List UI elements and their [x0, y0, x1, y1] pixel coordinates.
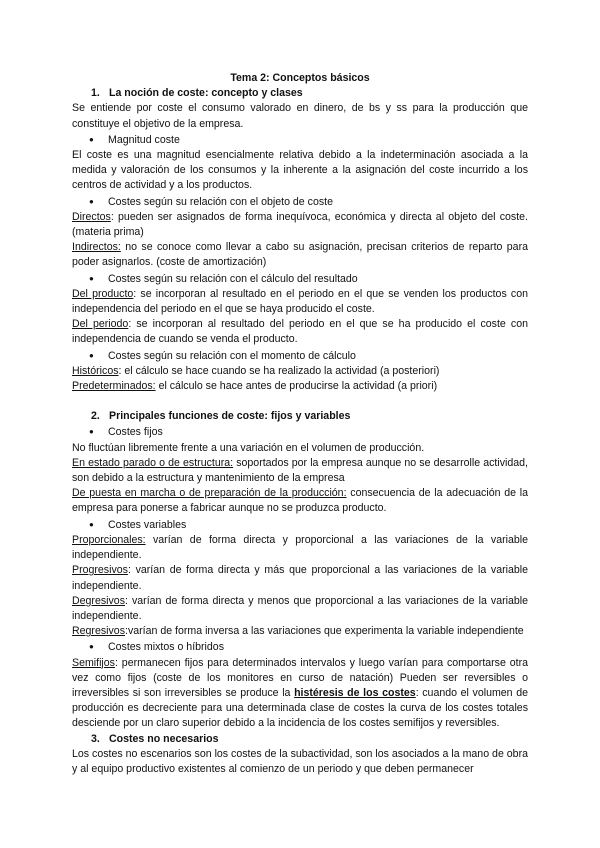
term: Históricos	[72, 364, 119, 377]
definition	[72, 379, 528, 394]
bullet-icon: ●	[89, 642, 94, 652]
term: Degresivos	[72, 594, 125, 607]
definition-text: soportados por la empresa aunque no se desarrolle actividad, son debido a la estructura y mantenimiento de la empresa	[72, 456, 528, 485]
page-title: Tema 2: Conceptos básicos	[230, 72, 370, 84]
definition-text: consecuencia de la adecuación de la empresa para ponerse a fabricar aunque no se produzca producto.	[72, 487, 528, 515]
definition-text: : varían de forma directa y más que proporcional a las variaciones de la variable independiente.	[72, 564, 528, 592]
section-3-number: 3.	[91, 732, 100, 745]
bullet-label: Costes fijos	[108, 426, 163, 439]
term: De puesta en marcha o de preparación de la producción:	[72, 487, 347, 500]
section-1-heading	[72, 86, 528, 101]
bullet-icon: ●	[89, 519, 94, 529]
definition	[72, 317, 528, 347]
section-1-number: 1.	[91, 87, 100, 100]
bullet-icon: ●	[89, 134, 94, 144]
bullet-label: Magnitud coste	[108, 133, 180, 146]
bullet-icon: ●	[89, 273, 94, 283]
term: Predeterminados:	[72, 380, 156, 393]
paragraph: No fluctúan libremente frente a una variación en el volumen de producción.	[72, 441, 425, 454]
definition-text: : se incorporan al resultado del periodo en el que se ha producido el coste con independencia de cuando se venda el producto.	[72, 318, 528, 346]
bullet-item	[72, 348, 528, 364]
definition-text: el cálculo se hace antes de producirse la actividad (a priori)	[155, 380, 438, 393]
definition	[72, 656, 528, 732]
definition-text: : el cálculo se hace cuando se ha realizado la actividad (a posteriori)	[118, 364, 440, 377]
term: Del producto	[72, 287, 134, 300]
section-2-heading	[72, 409, 528, 424]
section-3-heading	[72, 732, 528, 747]
term: En estado parado o de estructura:	[72, 456, 234, 469]
definition-text: : se incorporan al resultado en el periodo en el que se venden los productos con independencia del periodo en el que se haya producido el coste.	[72, 287, 528, 316]
definition	[72, 563, 528, 593]
definition-text: : pueden ser asignados de forma inequívoca, económica y directa al objeto del coste. (materia prima)	[72, 210, 528, 239]
bullet-label: Costes variables	[108, 518, 187, 531]
term: Regresivos	[72, 625, 125, 638]
term: Del periodo	[72, 318, 129, 331]
bullet-label: Costes según su relación con el cálculo del resultado	[108, 272, 358, 285]
bullet-item	[72, 517, 528, 533]
term: Progresivos	[72, 564, 128, 577]
definition-text: no se conoce como llevar a cabo su asignación, precisan criterios de reparto para poder asignarlos. (coste de amortización)	[72, 241, 528, 269]
section-3-title: Costes no necesarios	[109, 732, 219, 745]
paragraph: El coste es una magnitud esencialmente relativa debido a la indeterminación asociada a la medida y valoración de los consumos y la inherente a la asignación del coste incurrido a los centros de actividad y a los productos.	[72, 149, 528, 192]
definition-text: :varían de forma inversa a las variaciones que experimenta la variable independiente	[125, 625, 524, 638]
spacer	[72, 394, 528, 409]
section-2-title: Principales funciones de coste: fijos y variables	[109, 410, 351, 423]
term: Directos	[72, 210, 111, 223]
bullet-item	[72, 639, 528, 655]
definition-text: : cuando el volumen de producción es decreciente para una determinada clase de costes la curva de los costes totales desciende por un claro superior debido a la incidencia de los costes semifijos y reversibles.	[72, 686, 528, 730]
bullet-icon: ●	[89, 427, 94, 437]
definition	[72, 364, 528, 379]
definition	[72, 240, 528, 270]
bullet-label: Costes mixtos o híbridos	[108, 641, 224, 654]
bullet-item	[72, 424, 528, 440]
paragraph: Los costes no escenarios son los costes de la subactividad, son los asociados a la mano de obra y al equipo productivo existentes al comienzo de un periodo y que deben permanecer	[72, 747, 528, 775]
term: Indirectos:	[72, 241, 121, 254]
bullet-item	[72, 194, 528, 210]
definition-text: : varían de forma directa y menos que proporcional a las variaciones de la variable independiente.	[72, 594, 528, 622]
definition	[72, 486, 528, 516]
document-content	[72, 71, 528, 777]
definition-text: : permanecen fijos para determinados intervalos y luego varían para comportarse otra vez como fijos (coste de los monitores en curso de natación) Pueden ser reversibles o irreversibles si son irreversibles se produce la	[72, 656, 528, 699]
emphasized-term: histéresis de los costes	[294, 686, 416, 699]
bullet-label: Costes según su relación con el momento de cálculo	[108, 349, 356, 362]
definition	[72, 533, 528, 563]
bullet-item	[72, 271, 528, 287]
definition	[72, 594, 528, 624]
term: Semifijos	[72, 656, 115, 669]
term: Proporcionales:	[72, 533, 146, 546]
section-2-number: 2.	[91, 410, 100, 423]
definition	[72, 287, 528, 317]
definition	[72, 456, 528, 486]
paragraph: Se entiende por coste el consumo valorado en dinero, de bs y ss para la producción que constituye el objetivo de la empresa.	[72, 102, 528, 130]
bullet-item	[72, 132, 528, 148]
definition	[72, 624, 528, 639]
definition-text: varían de forma directa y proporcional a las variaciones de la variable independiente.	[72, 533, 528, 562]
bullet-label: Costes según su relación con el objeto de coste	[108, 195, 333, 208]
bullet-icon: ●	[89, 350, 94, 360]
definition	[72, 210, 528, 240]
section-1-title: La noción de coste: concepto y clases	[109, 87, 303, 100]
bullet-icon: ●	[89, 196, 94, 206]
